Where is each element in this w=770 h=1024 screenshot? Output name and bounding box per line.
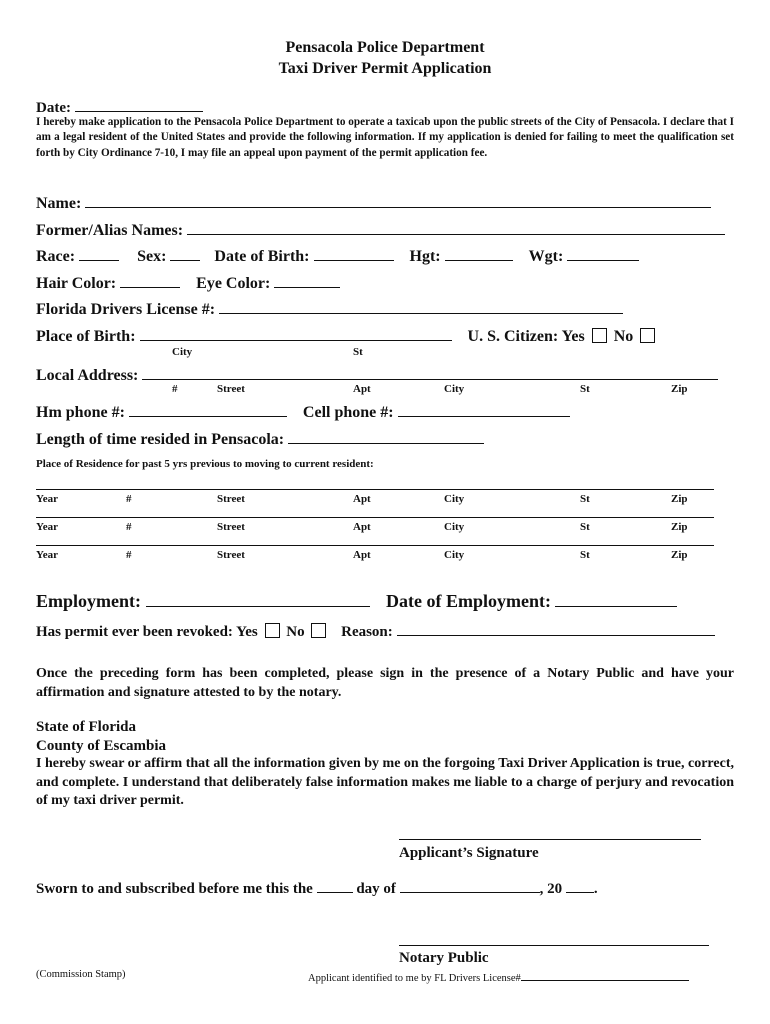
reason-label: Reason: bbox=[341, 624, 393, 640]
length-resided-row bbox=[36, 429, 484, 449]
residence-1-street: Street bbox=[217, 493, 245, 505]
address-state-sublabel: St bbox=[580, 383, 590, 395]
height-label: Hgt: bbox=[409, 248, 441, 265]
local-address-label: Local Address: bbox=[36, 367, 139, 384]
home-phone-label: Hm phone #: bbox=[36, 404, 125, 421]
address-city-sublabel: City bbox=[444, 383, 465, 395]
name-label: Name: bbox=[36, 195, 82, 212]
residence-2-year: Year bbox=[36, 521, 58, 533]
residence-1-number: # bbox=[126, 493, 132, 505]
citizen-no-checkbox[interactable] bbox=[640, 328, 655, 343]
birth-city-sublabel: City bbox=[172, 346, 193, 358]
birth-state-sublabel: St bbox=[353, 346, 363, 358]
oath-text: I hereby swear or affirm that all the information given by me on the forgoing Taxi Driver Application is true, correct, and complete. I understand that deliberately false information makes me liable to a charge of perjury and revocation of my taxi driver permit. bbox=[36, 756, 734, 808]
weight-field[interactable] bbox=[567, 246, 639, 261]
name-field[interactable] bbox=[85, 193, 711, 208]
birth-place-row bbox=[36, 326, 658, 346]
length-resided-label: Length of time resided in Pensacola: bbox=[36, 431, 285, 448]
notary-instructions: Once the preceding form has been completed, please sign in the presence of a Notary Public and have your affirmation and signature attested to by the notary. bbox=[36, 666, 734, 700]
dob-label: Date of Birth: bbox=[214, 248, 310, 265]
sex-label: Sex: bbox=[137, 248, 167, 265]
local-address-field[interactable] bbox=[142, 365, 718, 380]
cell-phone-label: Cell phone #: bbox=[302, 404, 394, 421]
dob-field[interactable] bbox=[314, 246, 394, 261]
weight-label: Wgt: bbox=[528, 248, 564, 265]
residence-2-zip: Zip bbox=[671, 521, 688, 533]
race-field[interactable] bbox=[79, 246, 119, 261]
sworn-text-b: day of bbox=[356, 881, 396, 897]
citizen-label: U. S. Citizen: Yes bbox=[467, 328, 585, 345]
sworn-text-a: Sworn to and subscribed before me this the bbox=[36, 881, 313, 897]
eye-color-label: Eye Color: bbox=[196, 275, 271, 292]
sworn-row bbox=[36, 878, 598, 898]
residence-3-year: Year bbox=[36, 549, 58, 561]
residence-3-city: City bbox=[444, 549, 465, 561]
sworn-year-field[interactable] bbox=[566, 878, 594, 893]
residence-3-street: Street bbox=[217, 549, 245, 561]
prior-residence-line-1[interactable] bbox=[36, 489, 714, 490]
hair-color-field[interactable] bbox=[120, 273, 180, 288]
date-label: Date: bbox=[36, 100, 71, 116]
address-number-sublabel: # bbox=[172, 383, 178, 395]
address-zip-sublabel: Zip bbox=[671, 383, 688, 395]
phone-row bbox=[36, 402, 570, 422]
residence-2-city: City bbox=[444, 521, 465, 533]
revoked-row bbox=[36, 621, 715, 641]
identified-label: Applicant identified to me by FL Drivers License# bbox=[308, 973, 521, 984]
hair-eye-row bbox=[36, 273, 340, 293]
prior-residence-line-3[interactable] bbox=[36, 545, 714, 546]
race-row bbox=[36, 246, 639, 266]
revoked-no-checkbox[interactable] bbox=[311, 623, 326, 638]
home-phone-field[interactable] bbox=[129, 402, 287, 417]
department-title: Pensacola Police Department bbox=[285, 39, 485, 56]
citizen-no-label: No bbox=[613, 328, 634, 345]
hair-color-label: Hair Color: bbox=[36, 275, 117, 292]
sworn-month-field[interactable] bbox=[400, 878, 540, 893]
oath-county: County of Escambia bbox=[36, 738, 167, 754]
employment-date-field[interactable] bbox=[555, 590, 677, 607]
address-apt-sublabel: Apt bbox=[353, 383, 371, 395]
employment-field[interactable] bbox=[146, 590, 370, 607]
form-title: Taxi Driver Permit Application bbox=[278, 60, 492, 77]
residence-1-state: St bbox=[580, 493, 590, 505]
prior-residence-line-2[interactable] bbox=[36, 517, 714, 518]
license-row bbox=[36, 299, 623, 319]
birth-place-label: Place of Birth: bbox=[36, 328, 136, 345]
sworn-text-c: , 20 bbox=[539, 881, 563, 897]
local-address-row bbox=[36, 365, 718, 385]
employment-date-label: Date of Employment: bbox=[386, 591, 551, 611]
prior-residence-label: Place of Residence for past 5 yrs previous to moving to current resident: bbox=[36, 458, 374, 470]
employment-row bbox=[36, 590, 677, 612]
residence-2-apt: Apt bbox=[353, 521, 371, 533]
intro-paragraph: I hereby make application to the Pensacola Police Department to operate a taxicab upon the public streets of the City of Pensacola. I declare that I am a legal resident of the United States and provide the following information. If my application is denied for failing to meet the qualification set forth by City Ordinance 7-10, I may file an appeal upon payment of the permit application fee. bbox=[36, 116, 734, 159]
residence-3-zip: Zip bbox=[671, 549, 688, 561]
residence-3-apt: Apt bbox=[353, 549, 371, 561]
address-street-sublabel: Street bbox=[217, 383, 245, 395]
revoked-no-label: No bbox=[286, 624, 305, 640]
applicant-signature-line[interactable] bbox=[399, 839, 701, 840]
applicant-signature-label: Applicant’s Signature bbox=[399, 845, 539, 861]
birth-place-field[interactable] bbox=[140, 326, 452, 341]
residence-1-city: City bbox=[444, 493, 465, 505]
residence-2-number: # bbox=[126, 521, 132, 533]
revoked-yes-checkbox[interactable] bbox=[265, 623, 280, 638]
former-names-field[interactable] bbox=[187, 220, 725, 235]
residence-1-apt: Apt bbox=[353, 493, 371, 505]
former-names-row bbox=[36, 220, 725, 240]
residence-2-street: Street bbox=[217, 521, 245, 533]
license-label: Florida Drivers License #: bbox=[36, 301, 216, 318]
height-field[interactable] bbox=[445, 246, 513, 261]
eye-color-field[interactable] bbox=[274, 273, 340, 288]
notary-signature-line[interactable] bbox=[399, 945, 709, 946]
citizen-yes-checkbox[interactable] bbox=[592, 328, 607, 343]
date-field[interactable] bbox=[75, 97, 203, 112]
sex-field[interactable] bbox=[170, 246, 200, 261]
employment-label: Employment: bbox=[36, 591, 141, 611]
identified-license-field[interactable] bbox=[521, 969, 689, 981]
identified-row bbox=[308, 969, 689, 985]
reason-field[interactable] bbox=[397, 621, 715, 636]
revoked-label: Has permit ever been revoked: Yes bbox=[36, 624, 258, 640]
residence-1-zip: Zip bbox=[671, 493, 688, 505]
license-field[interactable] bbox=[219, 299, 623, 314]
race-label: Race: bbox=[36, 248, 76, 265]
residence-3-state: St bbox=[580, 549, 590, 561]
residence-3-number: # bbox=[126, 549, 132, 561]
commission-stamp-label: (Commission Stamp) bbox=[36, 969, 126, 980]
sworn-day-field[interactable] bbox=[317, 878, 353, 893]
length-resided-field[interactable] bbox=[288, 429, 484, 444]
cell-phone-field[interactable] bbox=[398, 402, 570, 417]
former-names-label: Former/Alias Names: bbox=[36, 222, 184, 239]
notary-public-label: Notary Public bbox=[399, 950, 489, 966]
residence-2-state: St bbox=[580, 521, 590, 533]
oath-state: State of Florida bbox=[36, 719, 136, 735]
sworn-text-d: . bbox=[593, 881, 598, 897]
date-row bbox=[36, 97, 203, 117]
name-row bbox=[36, 193, 711, 213]
residence-1-year: Year bbox=[36, 493, 58, 505]
